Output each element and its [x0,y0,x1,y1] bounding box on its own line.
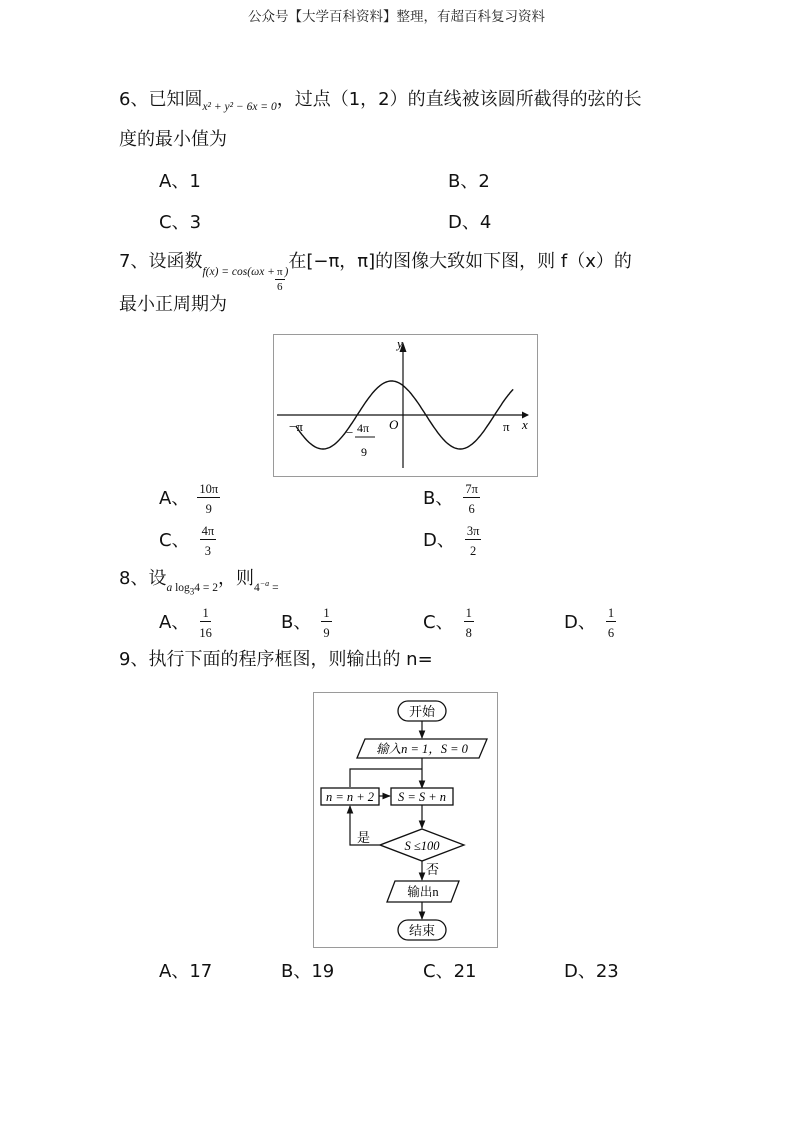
q8-stem-start: 8、设 [119,568,167,589]
origin-label: O [389,417,399,432]
q8-line1 [119,567,279,603]
q6-option-d[interactable]: D、4 [448,212,492,233]
marker-denominator: 9 [361,445,367,459]
q7-option-b[interactable]: B、 $\frac{7\pi}{6}$ [423,482,478,516]
q9-option-c[interactable]: C、21 [423,961,477,982]
flowchart-frame [314,693,498,948]
q7-option-d[interactable]: D、 $\frac{3\pi}{2}$ [423,524,480,558]
q8-option-b[interactable]: B、 $\frac{1}{9}$ [281,606,330,640]
q6-stem-start: 6、已知圆 [119,89,203,110]
q8-stem-mid: ，则 [218,568,255,589]
marker-numerator: 4π [357,421,370,435]
q9-option-d[interactable]: D、23 [564,961,619,982]
q6-line2: 度的最小值为 [119,129,227,150]
q7-stem-end: 在[−π，π]的图像大致如下图，则 f（x）的 [288,251,632,272]
q7-cosine-graph [273,334,538,477]
q7-stem-start: 7、设函数 [119,251,203,272]
update-n-label: n = n + 2 [325,790,375,804]
q9-option-b[interactable]: B、19 [281,961,335,982]
x-axis-label: x [522,417,528,432]
update-s-label: S = S + n [397,790,447,804]
output-label: 输出n [407,885,439,899]
q7-function-right: ) [284,266,289,278]
page-header: 公众号【大学百科资料】整理，有超百科复习资料 [248,9,545,25]
q6-circle-equation: x² + y² − 6x = 0 [202,101,277,113]
q6-option-c[interactable]: C、3 [159,212,202,233]
q7-line1 [119,250,632,293]
q8-option-d[interactable]: D、 $\frac{1}{6}$ [564,606,615,640]
y-axis-label: y [397,336,403,351]
marker-minus-sign: − [346,425,354,440]
q6-option-a[interactable]: A、1 [159,171,201,192]
q9-option-a[interactable]: A、17 [159,961,213,982]
yes-label: 是 [357,830,371,845]
pi-label: π [503,419,510,434]
q7-function-fraction: $\frac{\pi}{6}$ [276,266,283,293]
start-label: 开始 [408,704,436,719]
q6-stem-end: ，过点（1，2）的直线被该圆所截得的弦的长 [276,89,642,110]
neg-pi-label: −π [289,419,303,434]
q9-stem: 9、执行下面的程序框图，则输出的 n= [119,649,433,670]
input-label: 输入n = 1，S = 0 [376,742,468,756]
condition-label: S ≤100 [404,839,440,853]
q7-option-a[interactable]: A、 $\frac{10\pi}{9}$ [159,482,219,516]
q8-condition: a log34 = 2 [166,582,219,597]
q7-line2: 最小正周期为 [119,294,227,315]
q7-function-left: f(x) = cos(ωx + [202,266,275,278]
q8-option-a[interactable]: A、 $\frac{1}{16}$ [159,606,212,640]
q9-flowchart [313,692,498,948]
q6-line1 [119,88,642,119]
q6-option-b[interactable]: B、2 [448,171,490,192]
no-label: 否 [426,862,440,877]
q8-option-c[interactable]: C、 $\frac{1}{8}$ [423,606,472,640]
end-label: 结束 [408,923,436,938]
q8-expression: 4−a = [254,579,279,594]
q7-option-c[interactable]: C、 $\frac{4\pi}{3}$ [159,524,215,558]
graph-frame [274,335,538,477]
